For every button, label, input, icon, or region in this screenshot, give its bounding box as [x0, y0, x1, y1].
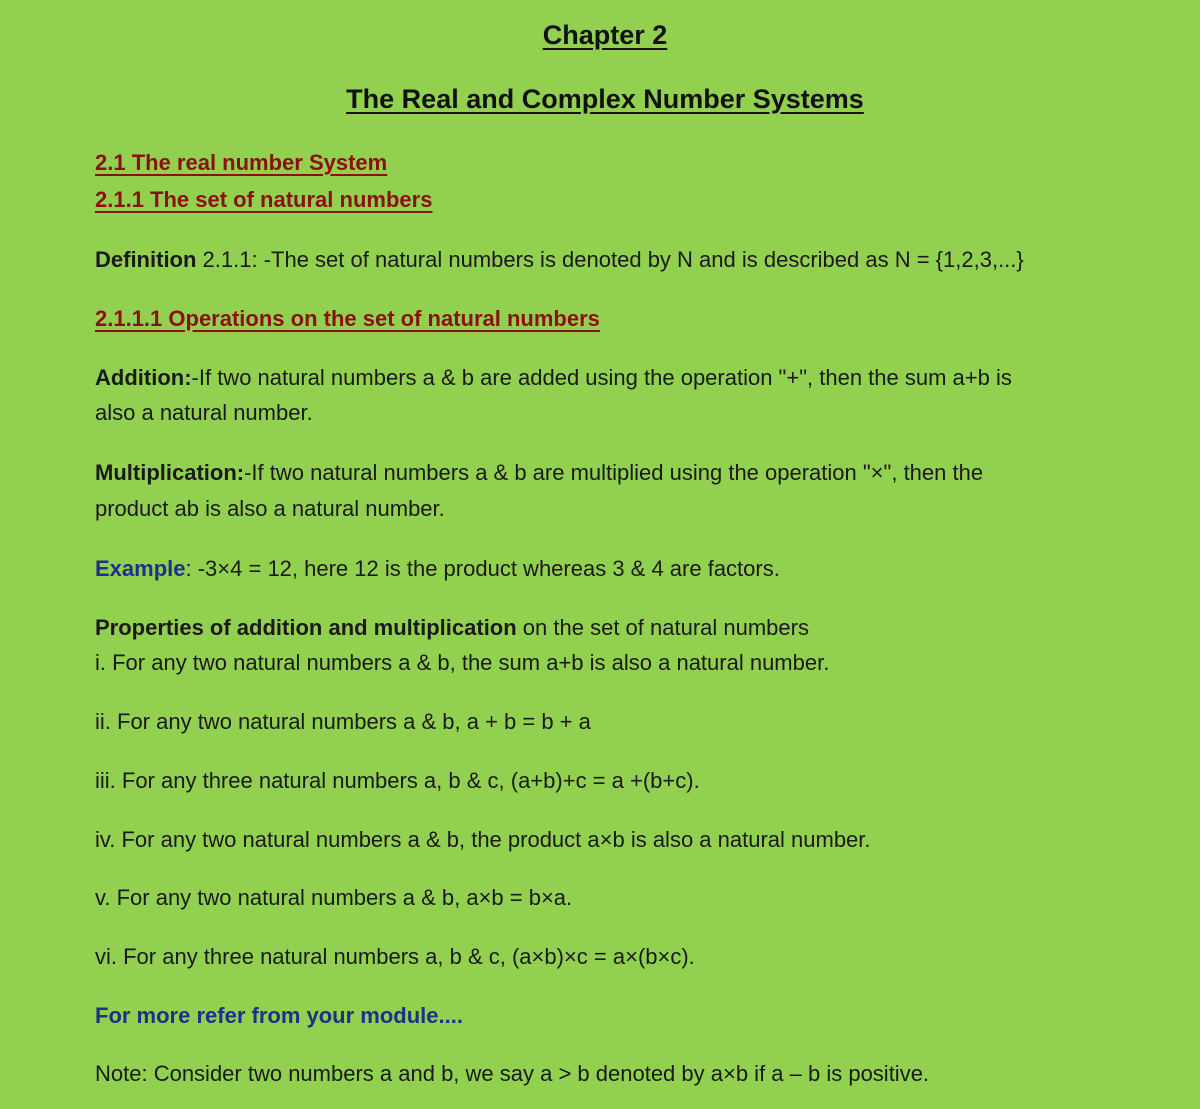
property-item: iv. For any two natural numbers a & b, the product a×b is also a natural number.: [95, 827, 871, 852]
addition-paragraph: [95, 361, 1012, 395]
example-text: : -3×4 = 12, here 12 is the product whereas 3 & 4 are factors.: [185, 556, 780, 581]
properties-heading-rest: on the set of natural numbers: [516, 615, 809, 640]
addition-line1: -If two natural numbers a & b are added using the operation "+", then the sum a+b is: [191, 365, 1012, 390]
property-item: ii. For any two natural numbers a & b, a + b = b + a: [95, 709, 591, 734]
property-item: vi. For any three natural numbers a, b & c, (a×b)×c = a×(b×c).: [95, 944, 695, 969]
section-heading-2-1: 2.1 The real number System: [95, 150, 388, 175]
multiplication-line1: -If two natural numbers a & b are multiplied using the operation "×", then the: [244, 460, 984, 485]
multiplication-line2: product ab is also a natural number.: [95, 496, 445, 521]
property-item: i. For any two natural numbers a & b, the sum a+b is also a natural number.: [95, 650, 830, 675]
chapter-heading: Chapter 2: [542, 20, 668, 50]
definition-label: Definition: [95, 247, 197, 272]
section-heading-2-1-1-1: 2.1.1.1 Operations on the set of natural numbers: [95, 306, 600, 331]
example-paragraph: [95, 552, 780, 586]
multiplication-label: Multiplication:: [95, 460, 245, 485]
multiplication-paragraph: [95, 456, 983, 490]
example-label: Example: [95, 556, 186, 581]
note-paragraph: Note: Consider two numbers a and b, we say a > b denoted by a×b if a – b is positive.: [95, 1061, 930, 1086]
definition-paragraph: [95, 243, 1024, 277]
property-item: iii. For any three natural numbers a, b & c, (a+b)+c = a +(b+c).: [95, 768, 700, 793]
addition-label: Addition:: [95, 365, 192, 390]
properties-heading-bold: Properties of addition and multiplication: [95, 615, 517, 640]
definition-text: 2.1.1: -The set of natural numbers is denoted by N and is described as N = {1,2,3,...}: [196, 247, 1024, 272]
properties-heading: [95, 611, 809, 645]
more-reference-note: For more refer from your module....: [95, 1003, 463, 1028]
chapter-title: The Real and Complex Number Systems: [346, 84, 864, 114]
addition-line2: also a natural number.: [95, 400, 313, 425]
section-heading-2-1-1: 2.1.1 The set of natural numbers: [95, 187, 433, 212]
property-item: v. For any two natural numbers a & b, a×b = b×a.: [95, 885, 573, 910]
